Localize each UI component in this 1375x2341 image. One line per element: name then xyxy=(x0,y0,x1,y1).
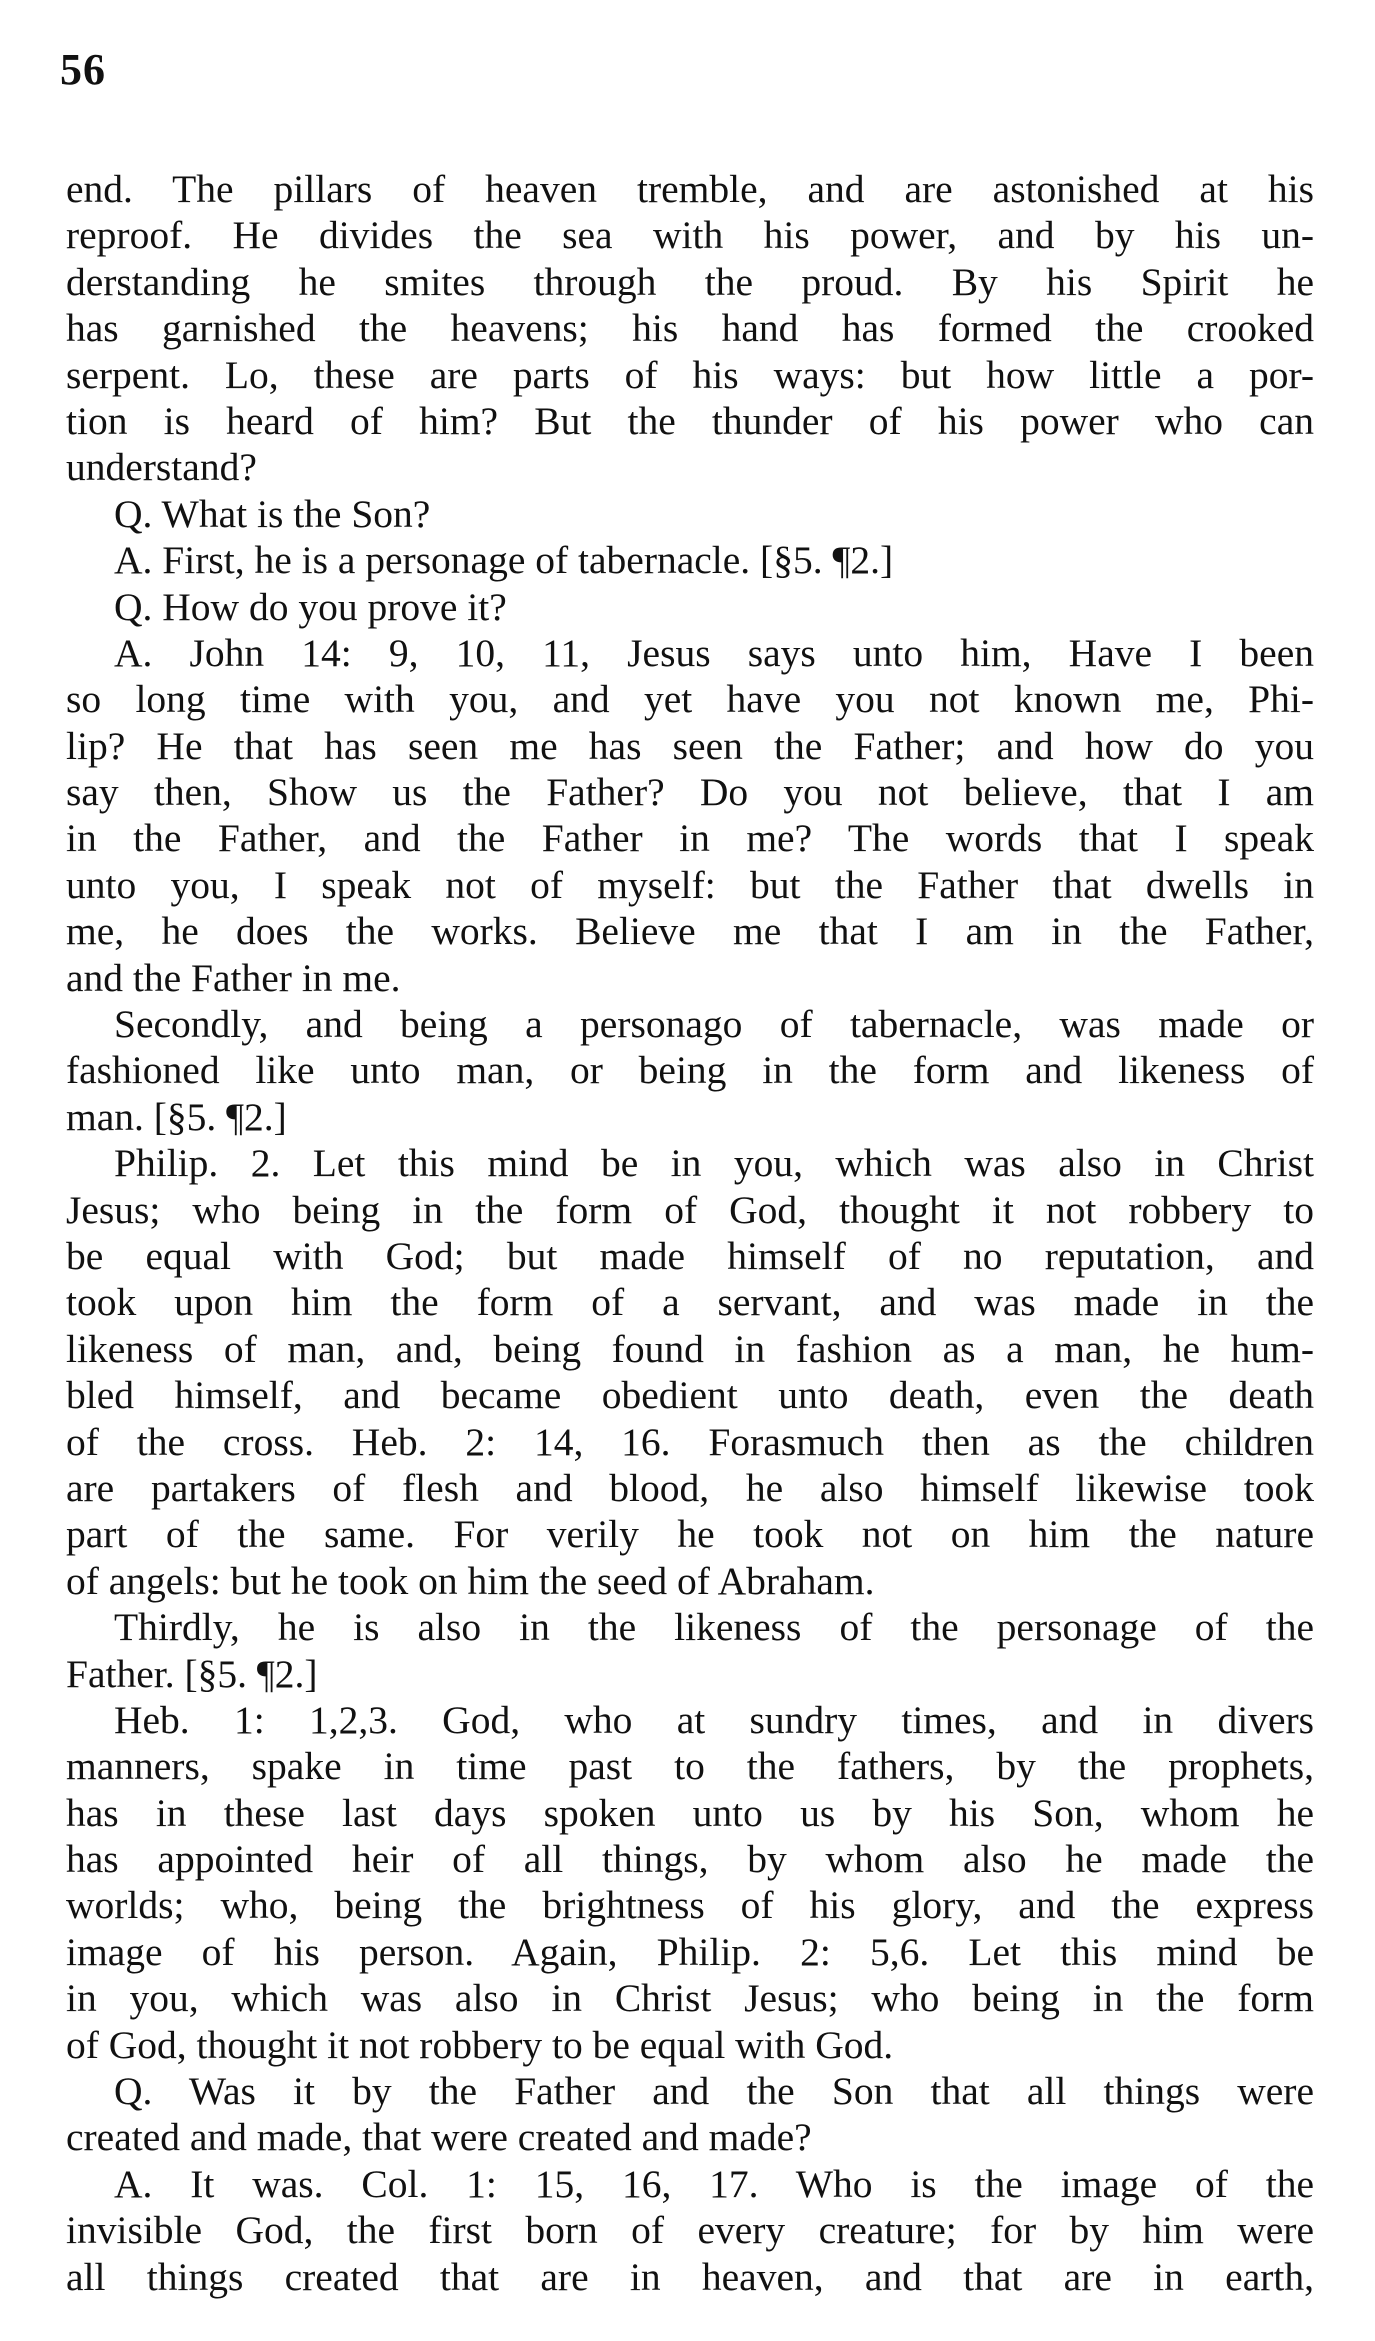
text-line-content: man. [§5. ¶2.] xyxy=(66,1094,287,1139)
text-line-content: of angels: but he took on him the seed of Abraham. xyxy=(66,1558,875,1603)
text-line xyxy=(66,491,1314,537)
text-line xyxy=(66,1233,1314,1279)
text-line xyxy=(66,212,1314,258)
text-line-content: image of his person. Again, Philip. 2: 5,6. Let this mind be xyxy=(66,1929,1314,1974)
text-line xyxy=(66,1651,1314,1697)
text-line-content: manners, spake in time past to the fathers, by the prophets, xyxy=(66,1744,1314,1789)
text-line xyxy=(66,2114,1314,2160)
text-line-content: Q. Was it by the Father and the Son that all things were xyxy=(114,2069,1314,2114)
text-line xyxy=(66,2254,1314,2300)
text-line xyxy=(66,2207,1314,2253)
text-line xyxy=(66,815,1314,861)
text-line-content: are partakers of flesh and blood, he also himself likewise took xyxy=(66,1465,1314,1510)
page-number: 56 xyxy=(60,45,106,94)
text-line xyxy=(66,584,1314,630)
text-line xyxy=(66,1836,1314,1882)
text-line-content: lip? He that has seen me has seen the Father; and how do you xyxy=(66,723,1314,768)
text-line xyxy=(66,305,1314,351)
text-line xyxy=(66,769,1314,815)
text-line-content: Jesus; who being in the form of God, thought it not robbery to xyxy=(66,1187,1314,1232)
text-line xyxy=(66,2022,1314,2068)
text-line xyxy=(66,1511,1314,1557)
text-line xyxy=(66,955,1314,1001)
text-line xyxy=(66,1187,1314,1233)
text-line-content: A. It was. Col. 1: 15, 16, 17. Who is the image of the xyxy=(114,2161,1314,2206)
text-line xyxy=(66,908,1314,954)
text-line-content: created and made, that were created and made? xyxy=(66,2115,812,2160)
text-line xyxy=(66,862,1314,908)
text-line-content: part of the same. For verily he took not on him the nature xyxy=(66,1512,1314,1557)
text-line-content: Father. [§5. ¶2.] xyxy=(66,1651,318,1696)
text-line xyxy=(66,1326,1314,1372)
text-line xyxy=(66,1743,1314,1789)
text-line xyxy=(66,723,1314,769)
text-line xyxy=(66,1558,1314,1604)
text-line-content: tion is heard of him? But the thunder of his power who can xyxy=(66,398,1314,443)
text-line xyxy=(66,2161,1314,2207)
text-line-content: A. First, he is a personage of tabernacle. [§5. ¶2.] xyxy=(114,538,894,583)
text-line-content: took upon him the form of a servant, and was made in the xyxy=(66,1280,1314,1325)
text-line xyxy=(66,1140,1314,1186)
text-line-content: say then, Show us the Father? Do you not believe, that I am xyxy=(66,770,1314,815)
text-line xyxy=(66,259,1314,305)
text-line-content: Secondly, and being a personago of tabernacle, was made or xyxy=(114,1002,1314,1047)
body-text xyxy=(66,166,1314,2300)
text-line-content: fashioned like unto man, or being in the form and likeness of xyxy=(66,1048,1314,1093)
text-line xyxy=(66,352,1314,398)
text-line-content: worlds; who, being the brightness of his glory, and the express xyxy=(66,1883,1314,1928)
text-line-content: unto you, I speak not of myself: but the Father that dwells in xyxy=(66,862,1314,907)
text-line-content: derstanding he smites through the proud. By his Spirit he xyxy=(66,259,1314,304)
text-line xyxy=(66,444,1314,490)
text-line xyxy=(66,1697,1314,1743)
text-line xyxy=(66,166,1314,212)
text-line-content: understand? xyxy=(66,445,257,490)
text-line xyxy=(66,1001,1314,1047)
text-line xyxy=(66,1419,1314,1465)
text-line xyxy=(66,1929,1314,1975)
text-line-content: Philip. 2. Let this mind be in you, which was also in Christ xyxy=(114,1141,1314,1186)
text-line xyxy=(66,2068,1314,2114)
text-line xyxy=(66,1372,1314,1418)
text-line-content: has in these last days spoken unto us by his Son, whom he xyxy=(66,1790,1314,1835)
text-line-content: A. John 14: 9, 10, 11, Jesus says unto him, Have I been xyxy=(114,630,1314,675)
text-line xyxy=(66,398,1314,444)
text-line-content: has garnished the heavens; his hand has formed the crooked xyxy=(66,306,1314,351)
text-line xyxy=(66,537,1314,583)
text-line-content: all things created that are in heaven, and that are in earth, xyxy=(66,2254,1314,2299)
text-line xyxy=(66,1094,1314,1140)
text-line-content: be equal with God; but made himself of no reputation, and xyxy=(66,1233,1314,1278)
text-line xyxy=(66,1047,1314,1093)
text-line-content: invisible God, the first born of every creature; for by him were xyxy=(66,2208,1314,2253)
text-line-content: has appointed heir of all things, by whom also he made the xyxy=(66,1837,1314,1882)
text-line-content: Q. How do you prove it? xyxy=(114,584,507,629)
text-line-content: bled himself, and became obedient unto death, even the death xyxy=(66,1373,1314,1418)
text-line-content: so long time with you, and yet have you not known me, Phi- xyxy=(66,677,1314,722)
text-line-content: serpent. Lo, these are parts of his ways: but how little a por- xyxy=(66,352,1314,397)
text-line-content: Heb. 1: 1,2,3. God, who at sundry times, and in divers xyxy=(114,1697,1314,1742)
text-line-content: of God, thought it not robbery to be equal with God. xyxy=(66,2022,894,2067)
text-line-content: Q. What is the Son? xyxy=(114,491,431,536)
text-line-content: likeness of man, and, being found in fashion as a man, he hum- xyxy=(66,1326,1314,1371)
text-line xyxy=(66,676,1314,722)
text-line xyxy=(66,1882,1314,1928)
text-line xyxy=(66,1975,1314,2021)
text-line-content: Thirdly, he is also in the likeness of the personage of the xyxy=(114,1605,1314,1650)
text-line xyxy=(66,1465,1314,1511)
text-line-content: in you, which was also in Christ Jesus; who being in the form xyxy=(66,1976,1314,2021)
text-line xyxy=(66,630,1314,676)
text-line xyxy=(66,1790,1314,1836)
text-line-content: and the Father in me. xyxy=(66,955,401,1000)
text-line-content: of the cross. Heb. 2: 14, 16. Forasmuch then as the children xyxy=(66,1419,1314,1464)
text-line-content: reproof. He divides the sea with his power, and by his un- xyxy=(66,213,1314,258)
text-line xyxy=(66,1279,1314,1325)
text-line-content: end. The pillars of heaven tremble, and are astonished at his xyxy=(66,167,1314,211)
text-line-content: me, he does the works. Believe me that I am in the Father, xyxy=(66,909,1314,954)
text-line xyxy=(66,1604,1314,1650)
text-line-content: in the Father, and the Father in me? The words that I speak xyxy=(66,816,1314,861)
